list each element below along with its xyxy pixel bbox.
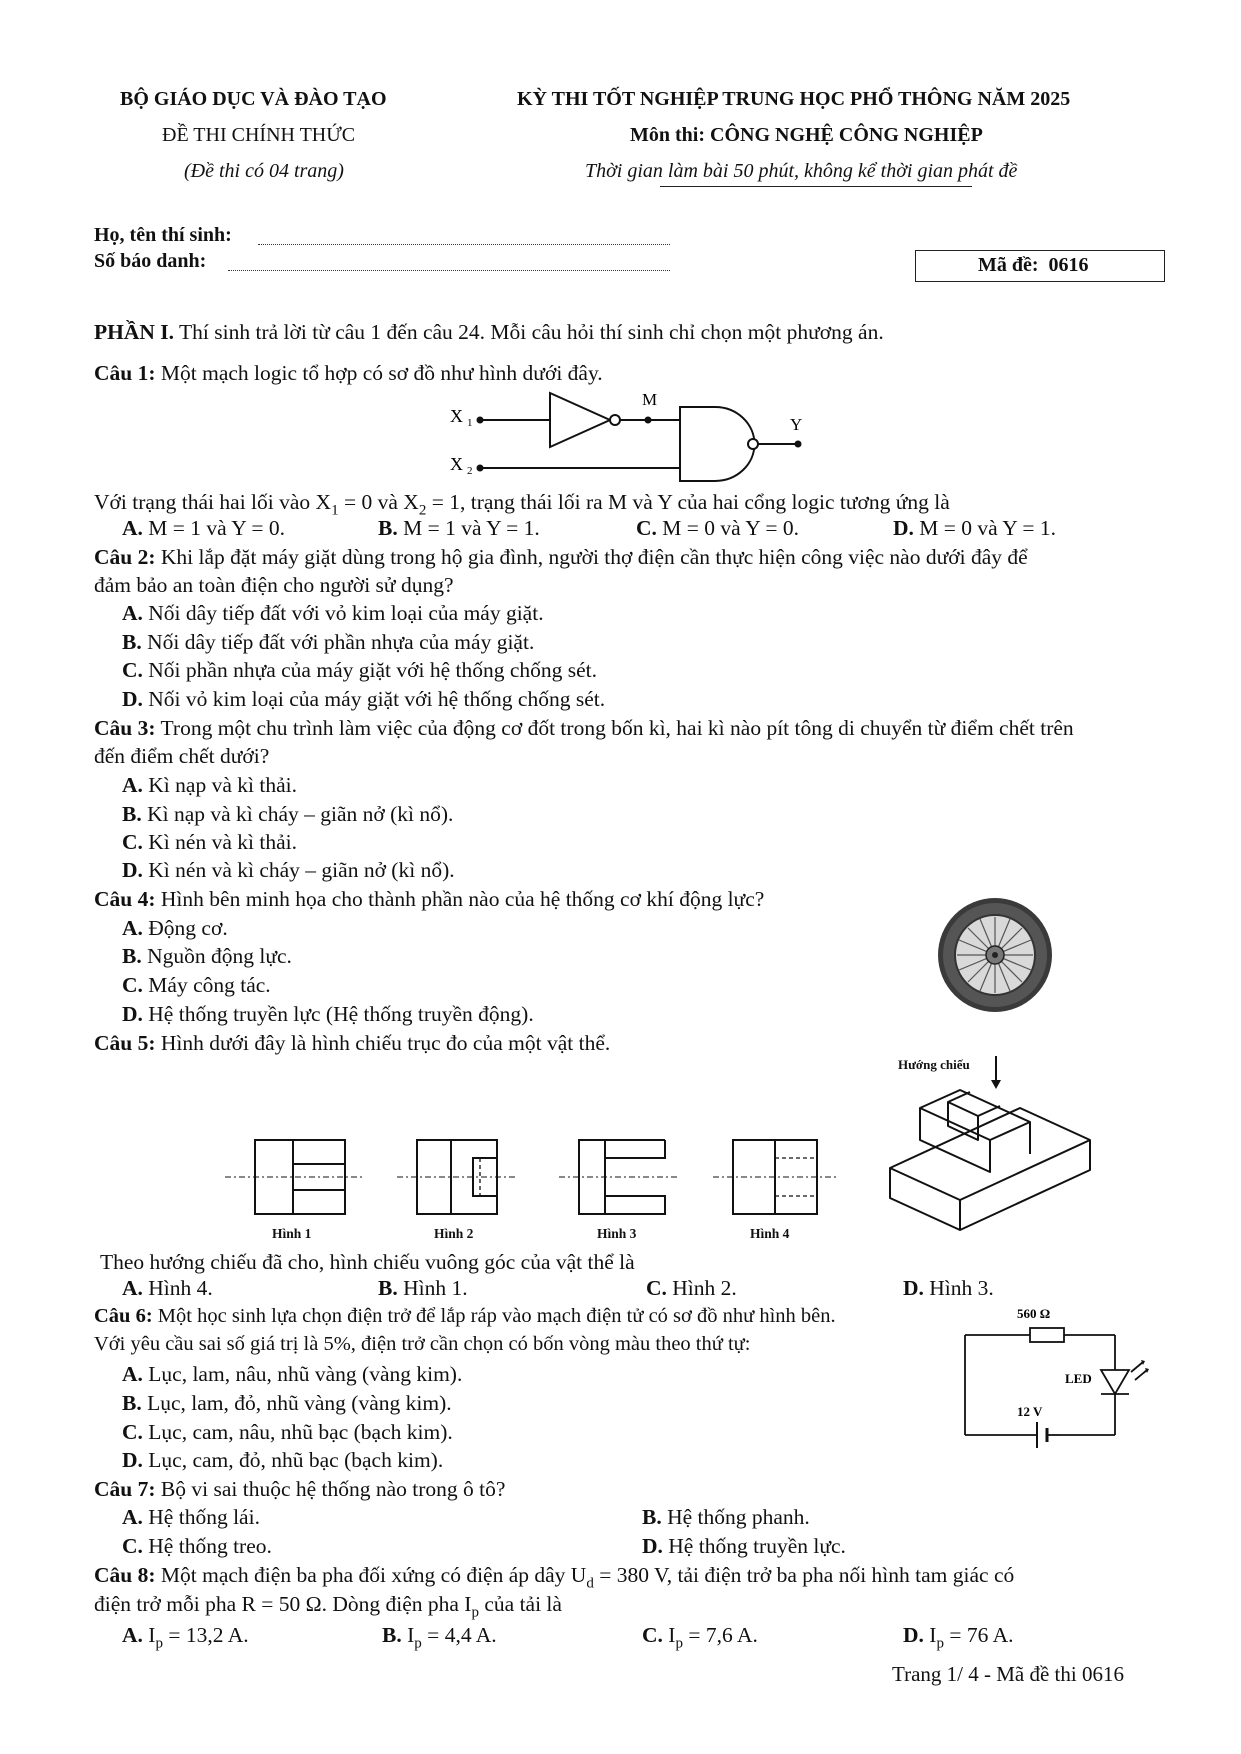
option-letter: C.	[636, 516, 657, 540]
y-label: Y	[790, 415, 803, 434]
q6-option-c[interactable]	[122, 1420, 453, 1445]
q6-option-b[interactable]	[122, 1391, 452, 1416]
option-letter: D.	[122, 858, 143, 882]
option-letter: A.	[122, 1362, 143, 1386]
figure-1-label: Hình 1	[272, 1226, 312, 1241]
option-text: Hệ thống lái.	[148, 1505, 260, 1529]
option-letter: B.	[642, 1505, 662, 1529]
q3-option-d[interactable]	[122, 858, 455, 883]
time-underline	[660, 186, 972, 187]
time-note: Thời gian làm bài 50 phút, không kể thời gian phát đề	[585, 160, 1018, 182]
option-text: 7,6 A.	[705, 1623, 758, 1647]
option-letter: A.	[122, 916, 143, 940]
q4-option-c[interactable]	[122, 973, 271, 998]
option-letter: B.	[382, 1623, 402, 1647]
isometric-object	[880, 1088, 1100, 1238]
q5-option-a[interactable]	[122, 1276, 213, 1301]
figure-4[interactable]	[713, 1140, 837, 1214]
option-text: Hình 1.	[403, 1276, 468, 1300]
option-text: Hệ thống phanh.	[667, 1505, 810, 1529]
option-letter: B.	[122, 1391, 142, 1415]
q3-label: Câu 3:	[94, 716, 156, 740]
option-text: M = 0 và Y = 0.	[662, 516, 799, 540]
q7-option-a[interactable]	[122, 1505, 260, 1530]
ministry-name: BỘ GIÁO DỤC VÀ ĐÀO TẠO	[120, 88, 387, 110]
q6-option-a[interactable]	[122, 1362, 462, 1387]
q1-option-a[interactable]	[122, 516, 285, 541]
q5-option-c[interactable]	[646, 1276, 737, 1301]
option-letter: A.	[122, 773, 143, 797]
led-label: LED	[1065, 1371, 1092, 1386]
q1-stem-part-b: = 0 và X	[338, 490, 419, 514]
q6-text-line2: Với yêu cầu sai số giá trị là 5%, điện trở cần chọn có bốn vòng màu theo thứ tự:	[94, 1333, 751, 1355]
q5-text: Hình dưới đây là hình chiếu trục đo của một vật thể.	[160, 1031, 611, 1055]
option-letter: C.	[122, 658, 143, 682]
option-text: Kì nén và kì cháy – giãn nở (kì nổ).	[148, 858, 455, 882]
q3-option-a[interactable]	[122, 773, 297, 798]
option-letter: D.	[122, 1002, 143, 1026]
q8-text2b: của tải là	[478, 1592, 562, 1616]
x1-label: X	[450, 406, 463, 426]
option-text: Hệ thống treo.	[148, 1534, 272, 1558]
option-letter: A.	[122, 1276, 143, 1300]
q7-option-d[interactable]	[642, 1534, 846, 1559]
q8-option-a[interactable]: A. $I_p = 13,2$ A.	[122, 1623, 249, 1652]
source-label: 12 V	[1017, 1404, 1043, 1419]
q5-label: Câu 5:	[94, 1031, 156, 1055]
option-text: M = 0 và Y = 1.	[919, 516, 1056, 540]
figure-2[interactable]	[397, 1140, 517, 1214]
wheel-image	[935, 895, 1055, 1015]
option-text: Nối vỏ kim loại của máy giặt với hệ thống chống sét.	[148, 687, 606, 711]
m-label: M	[642, 390, 658, 409]
candidate-id-field[interactable]	[228, 252, 670, 271]
not-gate	[550, 393, 620, 447]
option-text: Hình 2.	[672, 1276, 737, 1300]
option-letter: A.	[122, 1505, 143, 1529]
option-letter: D.	[903, 1276, 924, 1300]
x2-label: X	[450, 454, 463, 474]
part1-label: PHẦN I.	[94, 320, 175, 344]
option-text: 4,4 A.	[444, 1623, 497, 1647]
option-text: Kì nén và kì thải.	[148, 830, 297, 854]
q1-option-d[interactable]	[893, 516, 1056, 541]
logic-circuit-diagram	[440, 385, 820, 485]
option-text: Hệ thống truyền lực (Hệ thống truyền động).	[148, 1002, 534, 1026]
figure-3-label: Hình 3	[597, 1226, 637, 1241]
svg-text:2: 2	[467, 465, 473, 477]
option-letter: C.	[122, 973, 143, 997]
q1-stem-part-a: Với trạng thái hai lối vào X	[94, 490, 332, 514]
option-text: Nối phần nhựa của máy giặt với hệ thống chống sét.	[148, 658, 598, 682]
candidate-name-field[interactable]	[258, 226, 670, 245]
option-letter: C.	[122, 830, 143, 854]
option-text: Lục, lam, nâu, nhũ vàng (vàng kim).	[148, 1362, 463, 1386]
option-letter: A.	[122, 516, 143, 540]
q1-option-b[interactable]	[378, 516, 540, 541]
q6-text-line1	[94, 1305, 836, 1328]
q2-option-a[interactable]	[122, 601, 544, 626]
resistor-symbol	[1030, 1328, 1064, 1342]
option-letter: B.	[122, 630, 142, 654]
q4-option-b[interactable]	[122, 944, 292, 969]
option-text: Lục, cam, đỏ, nhũ bạc (bạch kim).	[148, 1448, 444, 1472]
q2-option-b[interactable]	[122, 630, 534, 655]
option-letter: D.	[903, 1623, 924, 1647]
option-text: Kì nạp và kì thải.	[148, 773, 297, 797]
q2-text-line2: đảm bảo an toàn điện cho người sử dụng?	[94, 573, 454, 597]
q3-option-c[interactable]	[122, 830, 297, 855]
q3-text-line2: đến điểm chết dưới?	[94, 744, 270, 768]
option-text: Nối dây tiếp đất với phần nhựa của máy giặt.	[147, 630, 535, 654]
option-text: Hình 3.	[929, 1276, 994, 1300]
q1-stem-part-c: = 1, trạng thái lối ra M và Y của hai cổng logic tương ứng là	[426, 490, 950, 514]
option-text: Lục, cam, nâu, nhũ bạc (bạch kim).	[148, 1420, 453, 1444]
q7-option-b[interactable]	[642, 1505, 810, 1530]
q4-option-d[interactable]	[122, 1002, 534, 1027]
option-letter: B.	[122, 944, 142, 968]
option-letter: A.	[122, 601, 143, 625]
q5-option-d[interactable]	[903, 1276, 994, 1301]
pages-note: (Đề thi có 04 trang)	[184, 160, 344, 182]
q8-text-line1: Câu 8: Một mạch điện ba pha đối xứng có điện áp dây $U_d = 380$ V, tải điện trở ba pha nối hình tam giác có	[94, 1563, 1015, 1592]
q8-text1b: = 380 V, tải điện trở ba pha nối hình tam giác có	[593, 1563, 1015, 1587]
q5-heading	[94, 1031, 610, 1056]
option-text: Động cơ.	[148, 916, 228, 940]
exam-type: ĐỀ THI CHÍNH THỨC	[162, 124, 356, 146]
option-text: M = 1 và Y = 0.	[148, 516, 285, 540]
q2-option-c[interactable]	[122, 658, 597, 683]
q4-label: Câu 4:	[94, 887, 156, 911]
figure-4-label: Hình 4	[750, 1226, 790, 1241]
q6-label: Câu 6:	[94, 1305, 153, 1327]
led-circuit-diagram	[955, 1300, 1155, 1465]
figure-1	[225, 1140, 365, 1214]
option-text: Nguồn động lực.	[147, 944, 292, 968]
option-letter: C.	[122, 1534, 143, 1558]
q4-heading	[94, 887, 764, 912]
option-letter: D.	[893, 516, 914, 540]
page-footer: Trang 1/ 4 - Mã đề thi 0616	[892, 1662, 1124, 1686]
q5-option-b[interactable]	[378, 1276, 468, 1301]
q1-stem: Với trạng thái hai lối vào $X_1 = 0$ và $X_2 = 1$, trạng thái lối ra M và Y của hai cổng logic tương ứng là	[94, 490, 950, 519]
nand-gate	[680, 407, 758, 481]
option-letter: C.	[646, 1276, 667, 1300]
option-text: Lục, lam, đỏ, nhũ vàng (vàng kim).	[147, 1391, 452, 1415]
q1-heading	[94, 361, 603, 386]
q8-text-line2: điện trở mỗi pha R = 50 Ω. Dòng điện pha $I_p$ của tải là	[94, 1592, 562, 1621]
q8-label: Câu 8:	[94, 1563, 156, 1587]
figure-3[interactable]	[559, 1140, 679, 1214]
subject-name: CÔNG NGHỆ CÔNG NGHIỆP	[710, 124, 983, 146]
option-text: Nối dây tiếp đất với vỏ kim loại của máy giặt.	[148, 601, 544, 625]
q5-stem: Theo hướng chiếu đã cho, hình chiếu vuông góc của vật thể là	[100, 1250, 635, 1274]
option-letter: D.	[642, 1534, 663, 1558]
svg-text:1: 1	[467, 417, 473, 429]
q3-text1: Trong một chu trình làm việc của động cơ đốt trong bốn kì, hai kì nào pít tông di chuyển từ điểm chết trên	[160, 716, 1074, 740]
q2-option-d[interactable]	[122, 687, 605, 712]
option-text: Hình 4.	[148, 1276, 213, 1300]
option-text: 76 A.	[966, 1623, 1014, 1647]
option-letter: B.	[378, 516, 398, 540]
q4-option-a[interactable]	[122, 916, 228, 941]
candidate-name-label: Họ, tên thí sinh:	[94, 224, 232, 246]
q7-text: Bộ vi sai thuộc hệ thống nào trong ô tô?	[160, 1477, 506, 1501]
q8-option-b[interactable]: B. $I_p = 4,4$ A.	[382, 1623, 497, 1652]
part1-heading	[94, 320, 884, 345]
option-text: Máy công tác.	[148, 973, 271, 997]
q3-text-line1	[94, 716, 1074, 741]
option-text: 13,2 A.	[185, 1623, 249, 1647]
q8-text2a: điện trở mỗi pha R = 50 Ω. Dòng điện pha I	[94, 1592, 472, 1616]
projection-direction-label: Hướng chiếu	[898, 1057, 970, 1072]
resistor-label: 560 Ω	[1017, 1306, 1051, 1321]
option-text: Kì nạp và kì cháy – giãn nở (kì nổ).	[147, 802, 454, 826]
q2-text1: Khi lắp đặt máy giặt dùng trong hộ gia đình, người thợ điện cần thực hiện công việc nào dưới đây để	[160, 545, 1028, 569]
q8-text1a: Một mạch điện ba pha đối xứng có điện áp dây U	[160, 1563, 587, 1587]
projection-direction-arrow	[988, 1056, 1004, 1090]
exam-code	[978, 254, 1089, 277]
q1-option-c[interactable]	[636, 516, 799, 541]
projection-figures	[225, 1128, 865, 1228]
option-letter: D.	[122, 1448, 143, 1472]
q7-option-c[interactable]	[122, 1534, 272, 1559]
q6-text1: Một học sinh lựa chọn điện trở để lắp ráp vào mạch điện tử có sơ đồ như hình bên.	[157, 1305, 836, 1327]
q7-heading	[94, 1477, 505, 1502]
q8-option-c[interactable]: C. $I_p = 7,6$ A.	[642, 1623, 758, 1652]
subject-line	[630, 124, 983, 147]
q7-label: Câu 7:	[94, 1477, 156, 1501]
exam-code-value: 0616	[1048, 254, 1089, 276]
q1-label: Câu 1:	[94, 361, 156, 385]
q8-option-d[interactable]: D. $I_p = 76$ A.	[903, 1623, 1014, 1652]
option-text: Hệ thống truyền lực.	[668, 1534, 846, 1558]
option-letter: A.	[122, 1623, 143, 1647]
option-letter: C.	[642, 1623, 663, 1647]
q2-label: Câu 2:	[94, 545, 156, 569]
option-letter: C.	[122, 1420, 143, 1444]
q3-option-b[interactable]	[122, 802, 453, 827]
led-symbol	[1101, 1370, 1129, 1394]
exam-title: KỲ THI TỐT NGHIỆP TRUNG HỌC PHỔ THÔNG NĂM 2025	[517, 88, 1071, 110]
option-text: M = 1 và Y = 1.	[403, 516, 540, 540]
candidate-id-label: Số báo danh:	[94, 250, 207, 272]
exam-code-label: Mã đề:	[978, 254, 1039, 276]
q1-text: Một mạch logic tổ hợp có sơ đồ như hình dưới đây.	[160, 361, 603, 385]
q6-option-d[interactable]	[122, 1448, 443, 1473]
q2-text-line1	[94, 545, 1028, 570]
option-letter: B.	[122, 802, 142, 826]
option-letter: B.	[378, 1276, 398, 1300]
option-letter: D.	[122, 687, 143, 711]
part1-text: Thí sinh trả lời từ câu 1 đến câu 24. Mỗi câu hỏi thí sinh chỉ chọn một phương án.	[179, 320, 884, 344]
q4-text: Hình bên minh họa cho thành phần nào của hệ thống cơ khí động lực?	[160, 887, 765, 911]
figure-2-label: Hình 2	[434, 1226, 474, 1241]
subject-label: Môn thi:	[630, 124, 705, 146]
